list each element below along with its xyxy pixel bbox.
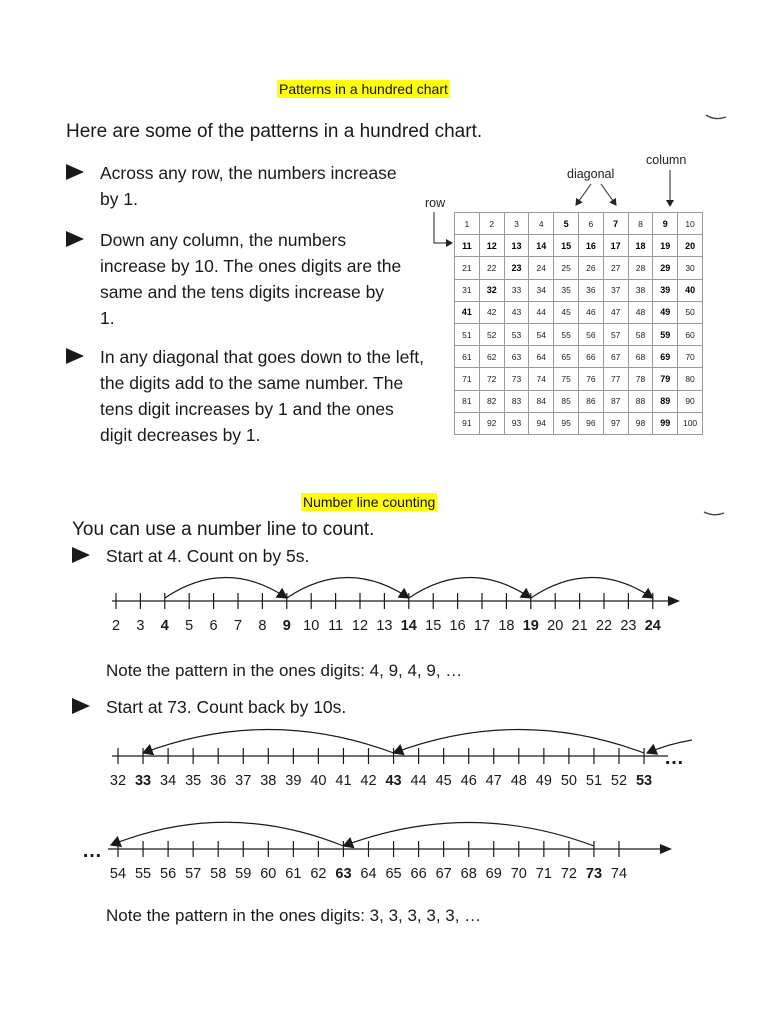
number-line-label: 3 [136, 618, 145, 634]
number-line-label: 22 [595, 618, 613, 634]
number-line-label: 13 [376, 618, 393, 634]
hundred-chart-cell: 62 [479, 346, 504, 368]
hundred-chart-cell: 22 [479, 257, 504, 279]
number-line-label: 9 [282, 618, 291, 634]
number-line-label: 58 [210, 866, 227, 882]
hundred-chart-cell: 73 [504, 368, 529, 390]
number-line-label: 51 [585, 773, 603, 789]
number-line-label: 43 [385, 773, 402, 789]
hundred-chart-cell: 8 [628, 213, 653, 235]
number-line-label: 54 [109, 866, 127, 882]
hundred-chart-cell: 2 [479, 213, 504, 235]
hundred-chart-cell: 44 [529, 301, 554, 323]
hundred-chart-cell: 9 [653, 213, 678, 235]
hundred-chart-cell: 25 [554, 257, 579, 279]
hundred-chart-cell: 93 [504, 412, 529, 434]
number-line-label: 32 [109, 773, 127, 789]
bullet-row-pattern: Across any row, the numbers increase by 1. [66, 160, 406, 212]
hundred-chart-cell: 12 [479, 235, 504, 257]
number-line-label: 41 [335, 773, 352, 789]
hundred-chart-cell: 32 [479, 279, 504, 301]
number-line-label: 39 [285, 773, 302, 789]
hundred-chart-cell: 59 [653, 323, 678, 345]
hundred-chart-cell: 83 [504, 390, 529, 412]
hundred-chart-cell: 95 [554, 412, 579, 434]
hundred-chart-cell: 92 [479, 412, 504, 434]
number-line-label: 2 [111, 618, 121, 634]
hundred-chart-cell: 63 [504, 346, 529, 368]
hundred-chart-cell: 64 [529, 346, 554, 368]
number-line-label: 61 [285, 866, 302, 882]
hundred-chart-cell: 19 [653, 235, 678, 257]
hundred-chart-cell: 40 [678, 279, 703, 301]
hundred-chart-cell: 81 [455, 390, 480, 412]
number-line-label: 48 [510, 773, 527, 789]
number-line-label: 47 [485, 773, 502, 789]
number-line-label: 19 [522, 618, 539, 634]
number-line-label: 15 [425, 618, 442, 634]
hundred-chart-cell: 42 [479, 301, 504, 323]
hundred-chart-cell: 53 [504, 323, 529, 345]
hundred-chart-cell: 65 [554, 346, 579, 368]
number-line-label: 18 [498, 618, 515, 634]
number-line-label: 21 [571, 618, 588, 634]
bullet-count-on: Start at 4. Count on by 5s. [72, 543, 672, 569]
label-diagonal: diagonal [567, 167, 615, 181]
hundred-chart-cell: 17 [603, 235, 628, 257]
number-line-label: 14 [400, 618, 417, 634]
hundred-chart-cell: 89 [653, 390, 678, 412]
hundred-chart-cell: 11 [455, 235, 480, 257]
hundred-chart-cell: 71 [455, 368, 480, 390]
hundred-chart-cell: 3 [504, 213, 529, 235]
number-line-label: 38 [260, 773, 277, 789]
number-line-label: 64 [360, 866, 377, 882]
number-line-label: 72 [560, 866, 577, 882]
number-line-label: 33 [134, 773, 152, 789]
hundred-chart-cell: 52 [479, 323, 504, 345]
hundred-chart-cell: 36 [578, 279, 603, 301]
hundred-chart-cell: 41 [455, 301, 480, 323]
section-heading-hundred-chart: Patterns in a hundred chart [279, 81, 448, 97]
number-line-arrowhead [660, 844, 672, 854]
label-row: row [425, 196, 446, 210]
hundred-chart-cell: 7 [603, 213, 628, 235]
number-line-label: 63 [335, 866, 352, 882]
hundred-chart-cell: 45 [554, 301, 579, 323]
hundred-chart-cell: 49 [653, 301, 678, 323]
hundred-chart-cell: 34 [529, 279, 554, 301]
number-line-label: 70 [510, 866, 527, 882]
number-line-label: 42 [360, 773, 377, 789]
number-line-label: 11 [328, 618, 344, 634]
hundred-chart-cell: 21 [455, 257, 480, 279]
number-line-label: 17 [473, 618, 491, 634]
hundred-chart-cell: 69 [653, 346, 678, 368]
note-ones-digits-1: Note the pattern in the ones digits: 4, 9, 4, 9, … [106, 661, 463, 680]
hundred-chart-cell: 38 [628, 279, 653, 301]
section-heading-number-line: Number line counting [303, 494, 436, 510]
hundred-chart-cell: 6 [578, 213, 603, 235]
continuation-arc [111, 822, 343, 846]
number-line-label: 69 [485, 866, 502, 882]
number-line-label: 65 [385, 866, 402, 882]
bullet-column-pattern: Down any column, the numbers increase by 10. The ones digits are the same and the tens digits increase by 1. [66, 227, 402, 331]
hundred-chart-cell: 46 [578, 301, 603, 323]
number-line-label: 7 [233, 618, 243, 634]
hundred-chart-cell: 29 [653, 257, 678, 279]
hundred-chart-cell: 60 [678, 323, 703, 345]
number-line-label: 34 [160, 773, 177, 789]
number-line-label: 60 [260, 866, 277, 882]
hundred-chart-cell: 77 [603, 368, 628, 390]
number-line-label: 40 [310, 773, 327, 789]
number-line-label: 20 [547, 618, 564, 634]
number-line-label: 16 [449, 618, 466, 634]
number-line-label: 50 [560, 773, 577, 789]
number-line-label: 66 [410, 866, 427, 882]
hundred-chart-cell: 23 [504, 257, 529, 279]
number-line-label: 36 [210, 773, 227, 789]
hundred-chart-cell: 57 [603, 323, 628, 345]
hundred-chart-cell: 74 [529, 368, 554, 390]
section2-intro: You can use a number line to count. [72, 519, 375, 540]
hundred-chart-cell: 13 [504, 235, 529, 257]
bullet-count-back: Start at 73. Count back by 10s. [72, 694, 672, 720]
continuation-dots: … [664, 747, 685, 769]
hundred-chart-cell: 86 [578, 390, 603, 412]
number-line-label: 52 [610, 773, 628, 789]
number-line-label: 46 [460, 773, 477, 789]
hundred-chart-cell: 14 [529, 235, 554, 257]
hundred-chart-cell: 31 [455, 279, 480, 301]
hundred-chart-cell: 47 [603, 301, 628, 323]
hundred-chart-cell: 80 [678, 368, 703, 390]
hundred-chart-cell: 56 [578, 323, 603, 345]
hundred-chart-cell: 20 [678, 235, 703, 257]
number-line-label: 45 [435, 773, 452, 789]
hundred-chart-cell: 51 [455, 323, 480, 345]
hundred-chart-cell: 99 [653, 412, 678, 434]
number-line-label: 73 [585, 866, 603, 882]
number-line-label: 23 [620, 618, 637, 634]
hundred-chart-cell: 15 [554, 235, 579, 257]
hundred-chart-cell: 27 [603, 257, 628, 279]
hundred-chart-cell: 66 [578, 346, 603, 368]
hundred-chart-cell: 78 [628, 368, 653, 390]
hundred-chart-cell: 76 [578, 368, 603, 390]
hundred-chart-cell: 61 [455, 346, 480, 368]
hundred-chart-cell: 68 [628, 346, 653, 368]
hundred-chart-cell: 33 [504, 279, 529, 301]
label-column: column [646, 153, 687, 167]
number-line-label: 53 [635, 773, 653, 789]
number-line-label: 44 [410, 773, 427, 789]
hundred-chart-cell: 30 [678, 257, 703, 279]
hundred-chart-cell: 70 [678, 346, 703, 368]
hundred-chart-cell: 35 [554, 279, 579, 301]
hundred-chart-cell: 24 [529, 257, 554, 279]
hundred-chart-cell: 58 [628, 323, 653, 345]
hundred-chart-cell: 82 [479, 390, 504, 412]
number-line-label: 74 [610, 866, 628, 882]
number-line-label: 5 [185, 618, 194, 634]
hundred-chart-cell: 98 [628, 412, 653, 434]
hundred-chart-cell: 84 [529, 390, 554, 412]
hundred-chart-cell: 85 [554, 390, 579, 412]
hundred-chart-cell: 50 [678, 301, 703, 323]
hundred-chart-cell: 100 [678, 412, 703, 434]
number-line-label: 10 [303, 618, 320, 634]
number-line-label: 4 [160, 618, 169, 634]
hundred-chart-cell: 18 [628, 235, 653, 257]
number-line-label: 55 [134, 866, 152, 882]
number-line-label: 24 [644, 618, 661, 634]
hundred-chart-cell: 72 [479, 368, 504, 390]
number-line-label: 56 [160, 866, 177, 882]
hundred-chart-cell: 37 [603, 279, 628, 301]
number-line-label: 68 [460, 866, 477, 882]
hundred-chart-cell: 91 [455, 412, 480, 434]
number-line-label: 57 [185, 866, 202, 882]
note-ones-digits-2: Note the pattern in the ones digits: 3, 3, 3, 3, 3, … [106, 906, 482, 925]
hundred-chart-cell: 54 [529, 323, 554, 345]
hundred-chart-cell: 5 [554, 213, 579, 235]
number-line-label: 59 [235, 866, 252, 882]
number-line-label: 49 [535, 773, 552, 789]
hundred-chart-cell: 16 [578, 235, 603, 257]
hundred-chart-cell: 55 [554, 323, 579, 345]
hundred-chart-cell: 10 [678, 213, 703, 235]
hundred-chart-cell: 79 [653, 368, 678, 390]
hundred-chart-cell: 67 [603, 346, 628, 368]
hundred-chart-cell: 88 [628, 390, 653, 412]
number-line-label: 62 [310, 866, 327, 882]
hundred-chart-cell: 26 [578, 257, 603, 279]
number-line-label: 71 [535, 866, 552, 882]
number-line-label: 37 [235, 773, 252, 789]
hundred-chart-cell: 4 [529, 213, 554, 235]
hundred-chart-cell: 96 [578, 412, 603, 434]
hundred-chart-cell: 48 [628, 301, 653, 323]
bullet-diagonal-pattern: In any diagonal that goes down to the left, the digits add to the same number. The tens digit increases by 1 and the ones digit decreases by 1. [66, 344, 428, 448]
hundred-chart-cell: 28 [628, 257, 653, 279]
hundred-chart-cell: 97 [603, 412, 628, 434]
hundred-chart-cell: 43 [504, 301, 529, 323]
section1-intro: Here are some of the patterns in a hundred chart. [66, 121, 483, 142]
continuation-dots: … [82, 840, 102, 862]
hundred-chart-cell: 94 [529, 412, 554, 434]
hundred-chart-cell: 39 [653, 279, 678, 301]
number-line-label: 8 [258, 618, 267, 634]
number-line-label: 35 [185, 773, 202, 789]
number-line-label: 6 [209, 618, 218, 634]
number-line-label: 67 [435, 866, 452, 882]
hundred-chart-cell: 87 [603, 390, 628, 412]
hundred-chart-cell: 1 [455, 213, 480, 235]
hundred-chart-cell: 75 [554, 368, 579, 390]
hundred-chart-cell: 90 [678, 390, 703, 412]
number-line-label: 12 [351, 618, 369, 634]
